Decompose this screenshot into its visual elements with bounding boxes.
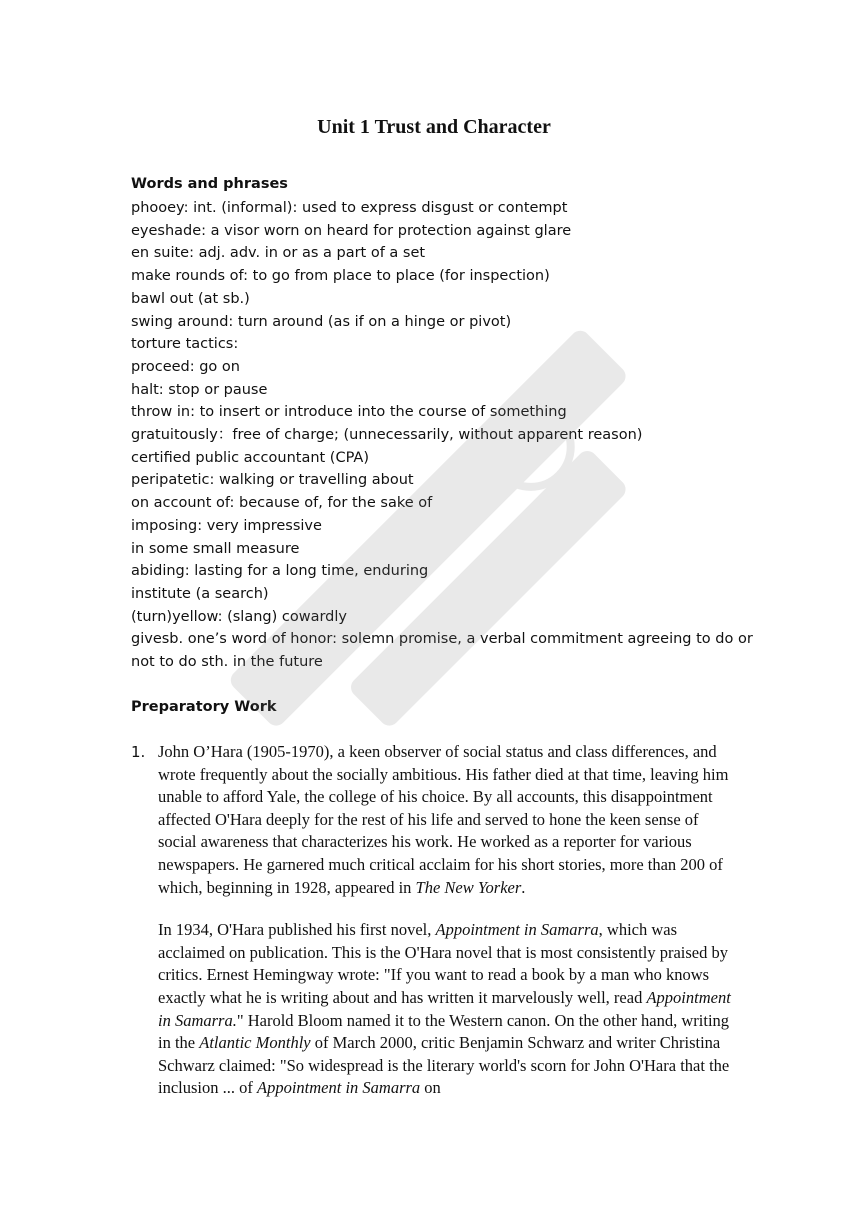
paragraph <box>158 919 731 1100</box>
word-entry: imposing: very impressive <box>131 517 322 534</box>
word-entry: gratuitously：free of charge; (unnecessarily, without apparent reason) <box>131 427 643 444</box>
word-entry: torture tactics: <box>131 336 239 353</box>
word-entry: abiding: lasting for a long time, enduring <box>131 563 429 580</box>
item-body <box>158 741 731 1100</box>
page-title: Unit 1 Trust and Character <box>317 116 551 138</box>
word-entry: (turn)yellow: (slang) cowardly <box>131 608 347 625</box>
paragraph-text: In 1934, O'Hara published his first novel, <box>158 920 436 940</box>
paragraph-text: " Harold Bloom named it to the Western canon. On the other hand, writing in the <box>158 1010 730 1053</box>
list-item <box>131 741 731 1120</box>
word-entry: eyeshade: a visor worn on heard for protection against glare <box>131 222 572 239</box>
words-section-heading: Words and phrases <box>131 176 288 192</box>
prep-section-heading: Preparatory Work <box>131 699 277 715</box>
word-entry: certified public accountant (CPA) <box>131 449 369 466</box>
word-entry: peripatetic: walking or travelling about <box>131 472 414 489</box>
word-entry: throw in: to insert or introduce into the course of something <box>131 404 567 421</box>
italic-title: Atlantic Monthly <box>199 1033 311 1053</box>
word-entry: en suite: adj. adv. in or as a part of a set <box>131 245 426 262</box>
paragraph-text: , which was acclaimed on publication. This is the O'Hara novel that is most consistently praised by critics. Ernest Hemingway wrote: "If you want to read a book by a man who knows exactly what he is writing about and has written it marvelously well, read <box>158 920 728 1007</box>
italic-title: Appointment in Samarra. <box>158 987 731 1030</box>
word-entry: on account of: because of, for the sake of <box>131 495 433 512</box>
paragraph-text: on <box>420 1078 441 1098</box>
paragraph-text: John O’Hara (1905-1970), a keen observer of social status and class differences, and wrote frequently about the socially ambitious. His father died at that time, leaving him unable to afford Yale, the college of his choice. By all accounts, this disappointment affected O'Hara deeply for the rest of his life and served to hone the keen sense of social awareness that characterizes his work. He worked as a reporter for various newspapers. He garnered much critical acclaim for his short stories, more than 200 of which, beginning in 1928, appeared in <box>158 742 729 897</box>
word-entry: institute (a search) <box>131 585 269 602</box>
word-entry: givesb. one’s word of honor: solemn promise, a verbal commitment agreeing to do or not to do sth. in the future <box>131 631 753 671</box>
italic-title: Appointment in Samarra <box>435 920 599 940</box>
word-entry: proceed: go on <box>131 358 240 375</box>
paragraph-text: . <box>521 877 526 897</box>
word-entry: halt: stop or pause <box>131 381 268 398</box>
italic-title: The New Yorker <box>415 877 522 897</box>
word-entry: in some small measure <box>131 540 300 557</box>
paragraph-text: of March 2000, critic Benjamin Schwarz and writer Christina Schwarz claimed: "So widespread is the literary world's scorn for John O'Hara that the inclusion ... of <box>158 1033 730 1098</box>
paragraph <box>158 741 731 899</box>
word-list <box>131 197 761 674</box>
word-entry: make rounds of: to go from place to place (for inspection) <box>131 268 550 285</box>
item-number: 1. <box>131 743 146 761</box>
word-entry: swing around: turn around (as if on a hinge or pivot) <box>131 313 512 330</box>
word-entry: bawl out (at sb.) <box>131 290 250 307</box>
word-entry: phooey: int. (informal): used to express disgust or contempt <box>131 200 568 216</box>
italic-title: Appointment in Samarra <box>257 1078 421 1098</box>
